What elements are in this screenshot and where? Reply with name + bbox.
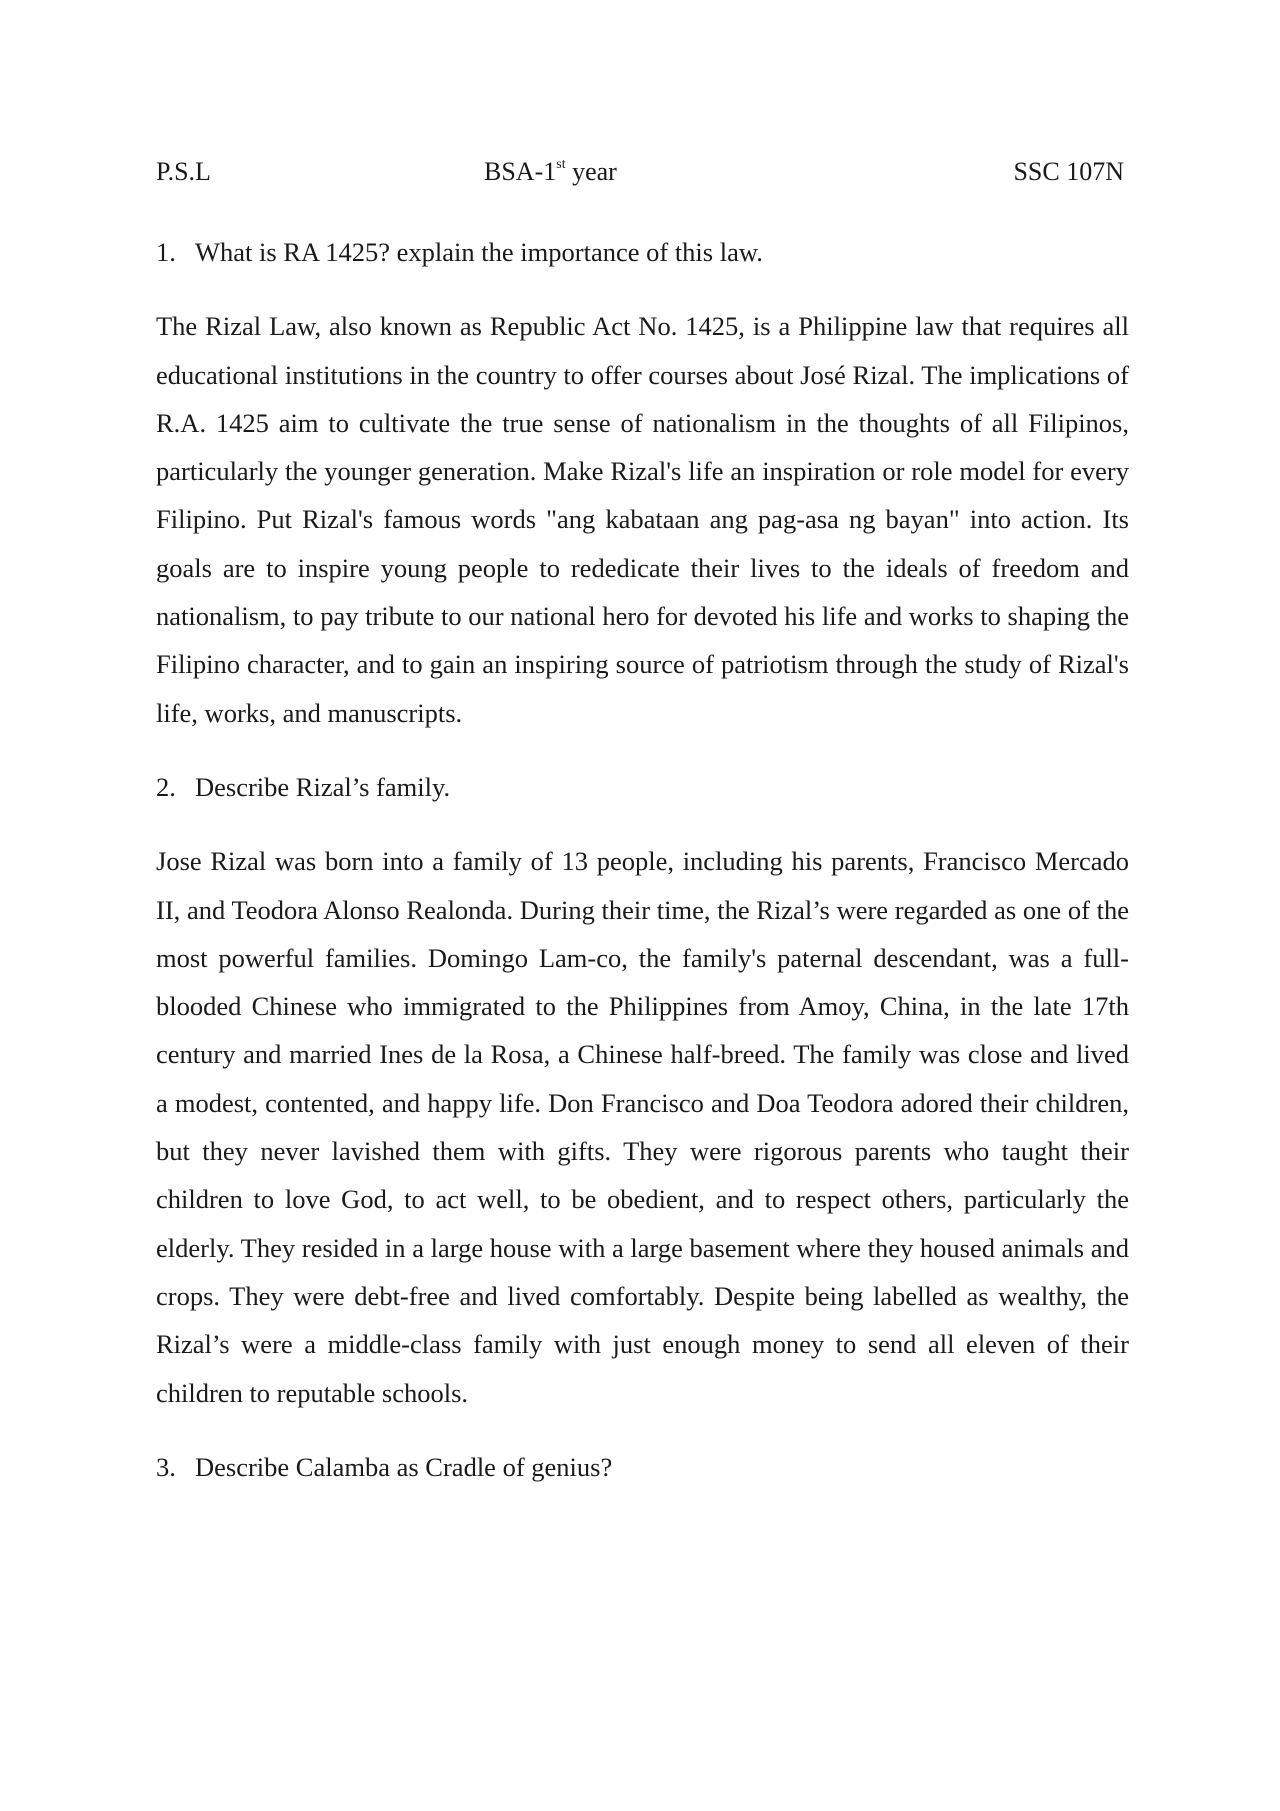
header-subject-code: SSC 107N xyxy=(1013,157,1124,186)
question-text: What is RA 1425? explain the importance of this law. xyxy=(195,237,763,267)
document-body xyxy=(156,228,1129,1491)
question-1 xyxy=(156,228,1129,276)
question-number: 1. xyxy=(156,237,176,267)
header-initials: P.S.L xyxy=(156,157,211,186)
question-number: 3. xyxy=(156,1451,176,1482)
answer-1: The Rizal Law, also known as Republic Act No. 1425, is a Philippine law that requires all educational institutions in the country to offer courses about José Rizal. The implications of R.A. 1425 aim to cultivate the true sense of nationalism in the thoughts of all Filipinos, particularly the younger generation. Make Rizal's life an inspiration or role model for every Filipino. Put Rizal's famous words "ang kabataan ang pag-asa ng bayan" into action. Its goals are to inspire young people to rededicate their lives to the ideals of freedom and nationalism, to pay tribute to our national hero for devoted his life and works to shaping the Filipino character, and to gain an inspiring source of patriotism through the study of Rizal's life, works, and manuscripts. xyxy=(156,311,1129,728)
header-year-word: year xyxy=(565,157,617,186)
question-2 xyxy=(156,763,1129,811)
page-header xyxy=(156,154,1124,190)
question-3 xyxy=(156,1443,1129,1491)
header-ordinal-suffix: st xyxy=(556,157,566,173)
question-text: Describe Calamba as Cradle of genius? xyxy=(195,1451,613,1482)
question-number: 2. xyxy=(156,771,176,802)
header-course: BSA-1 xyxy=(484,157,557,186)
answer-2: Jose Rizal was born into a family of 13 people, including his parents, Francisco Mercado II, and Teodora Alonso Realonda. During their time, the Rizal’s were regarded as one of the most powerful families. Domingo Lam-co, the family's paternal descendant, was a full-blooded Chinese who immigrated to the Philippines from Amoy, China, in the late 17th century and married Ines de la Rosa, a Chinese half-breed. The family was close and lived a modest, contented, and happy life. Don Francisco and Doa Teodora adored their children, but they never lavished them with gifts. They were rigorous parents who taught their children to love God, to act well, to be obedient, and to respect others, particularly the elderly. They resided in a large house with a large basement where they housed animals and crops. They were debt-free and lived comfortably. Despite being labelled as wealthy, the Rizal’s were a middle-class family with just enough money to send all eleven of their children to reputable schools. xyxy=(156,846,1129,1408)
question-text: Describe Rizal’s family. xyxy=(195,771,451,802)
header-course-year xyxy=(484,154,617,190)
